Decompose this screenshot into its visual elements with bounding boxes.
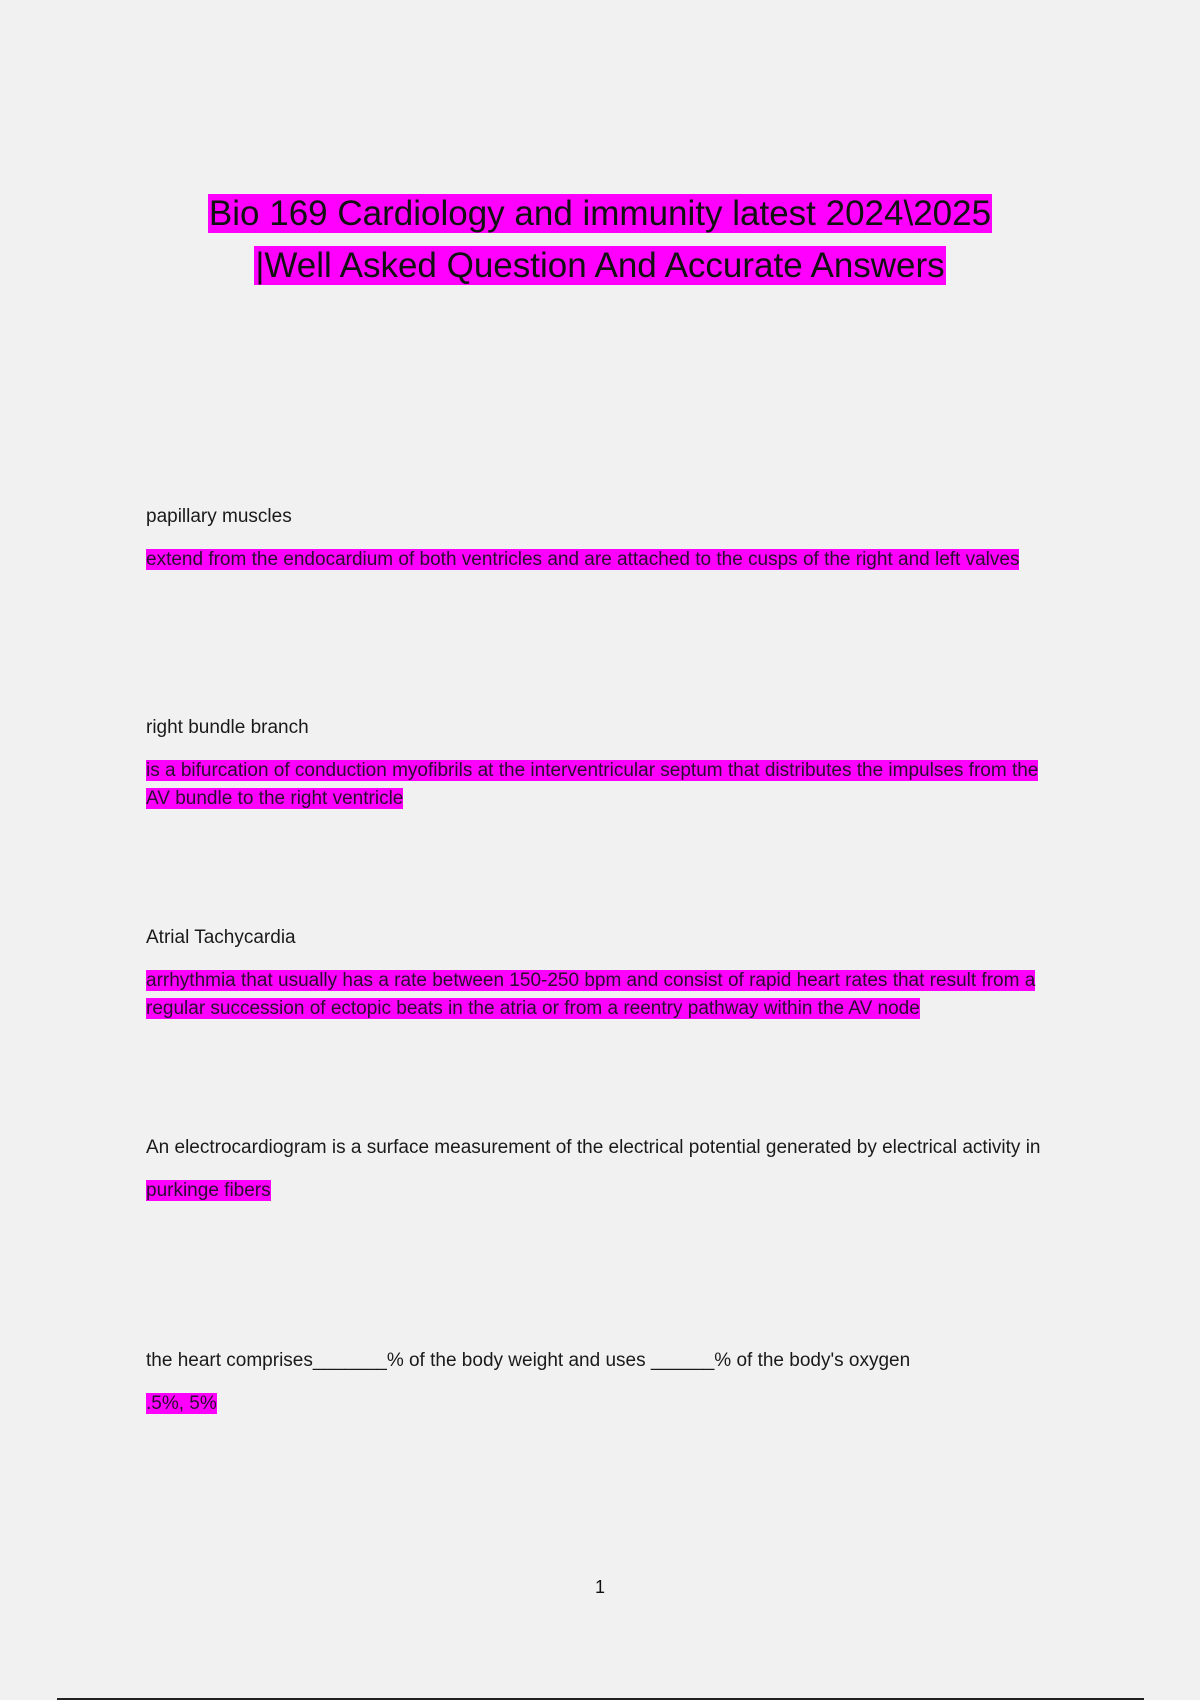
title-line-2: |Well Asked Question And Accurate Answers xyxy=(255,246,945,285)
answer-highlight: arrhythmia that usually has a rate between 150-250 bpm and consist of rapid heart rates that result from a regular succession of ectopic beats in the atria or from a reentry pathway within the AV node xyxy=(146,970,1036,1019)
answer-highlight: extend from the endocardium of both ventricles and are attached to the cusps of the right and left valves xyxy=(146,549,1020,570)
answer-text xyxy=(146,1390,1046,1418)
qa-item-atrial-tachycardia xyxy=(146,923,1046,1023)
qa-item-papillary-muscles xyxy=(146,502,1046,574)
answer-text xyxy=(146,1177,1046,1205)
document-title xyxy=(100,188,1100,292)
page-number: 1 xyxy=(594,1577,605,1597)
answer-highlight: is a bifurcation of conduction myofibrils at the interventricular septum that distributes the impulses from the AV bundle to the right ventricle xyxy=(146,760,1039,809)
question-text: papillary muscles xyxy=(146,506,292,527)
answer-text xyxy=(146,757,1046,813)
qa-item-electrocardiogram xyxy=(146,1133,1046,1205)
answer-text xyxy=(146,967,1046,1023)
question-text: An electrocardiogram is a surface measurement of the electrical potential generated by electrical activity in xyxy=(146,1137,1041,1158)
answer-text xyxy=(146,546,1046,574)
qa-item-right-bundle-branch xyxy=(146,713,1046,813)
question-text: the heart comprises_______% of the body weight and uses ______% of the body's oxygen xyxy=(146,1350,911,1371)
title-line-1: Bio 169 Cardiology and immunity latest 2024\2025 xyxy=(208,194,992,233)
qa-item-heart-comprises xyxy=(146,1346,1046,1418)
question-text: Atrial Tachycardia xyxy=(146,927,296,948)
answer-highlight: .5%, 5% xyxy=(146,1393,217,1414)
answer-highlight: purkinge fibers xyxy=(146,1180,271,1201)
question-text: right bundle branch xyxy=(146,717,309,738)
